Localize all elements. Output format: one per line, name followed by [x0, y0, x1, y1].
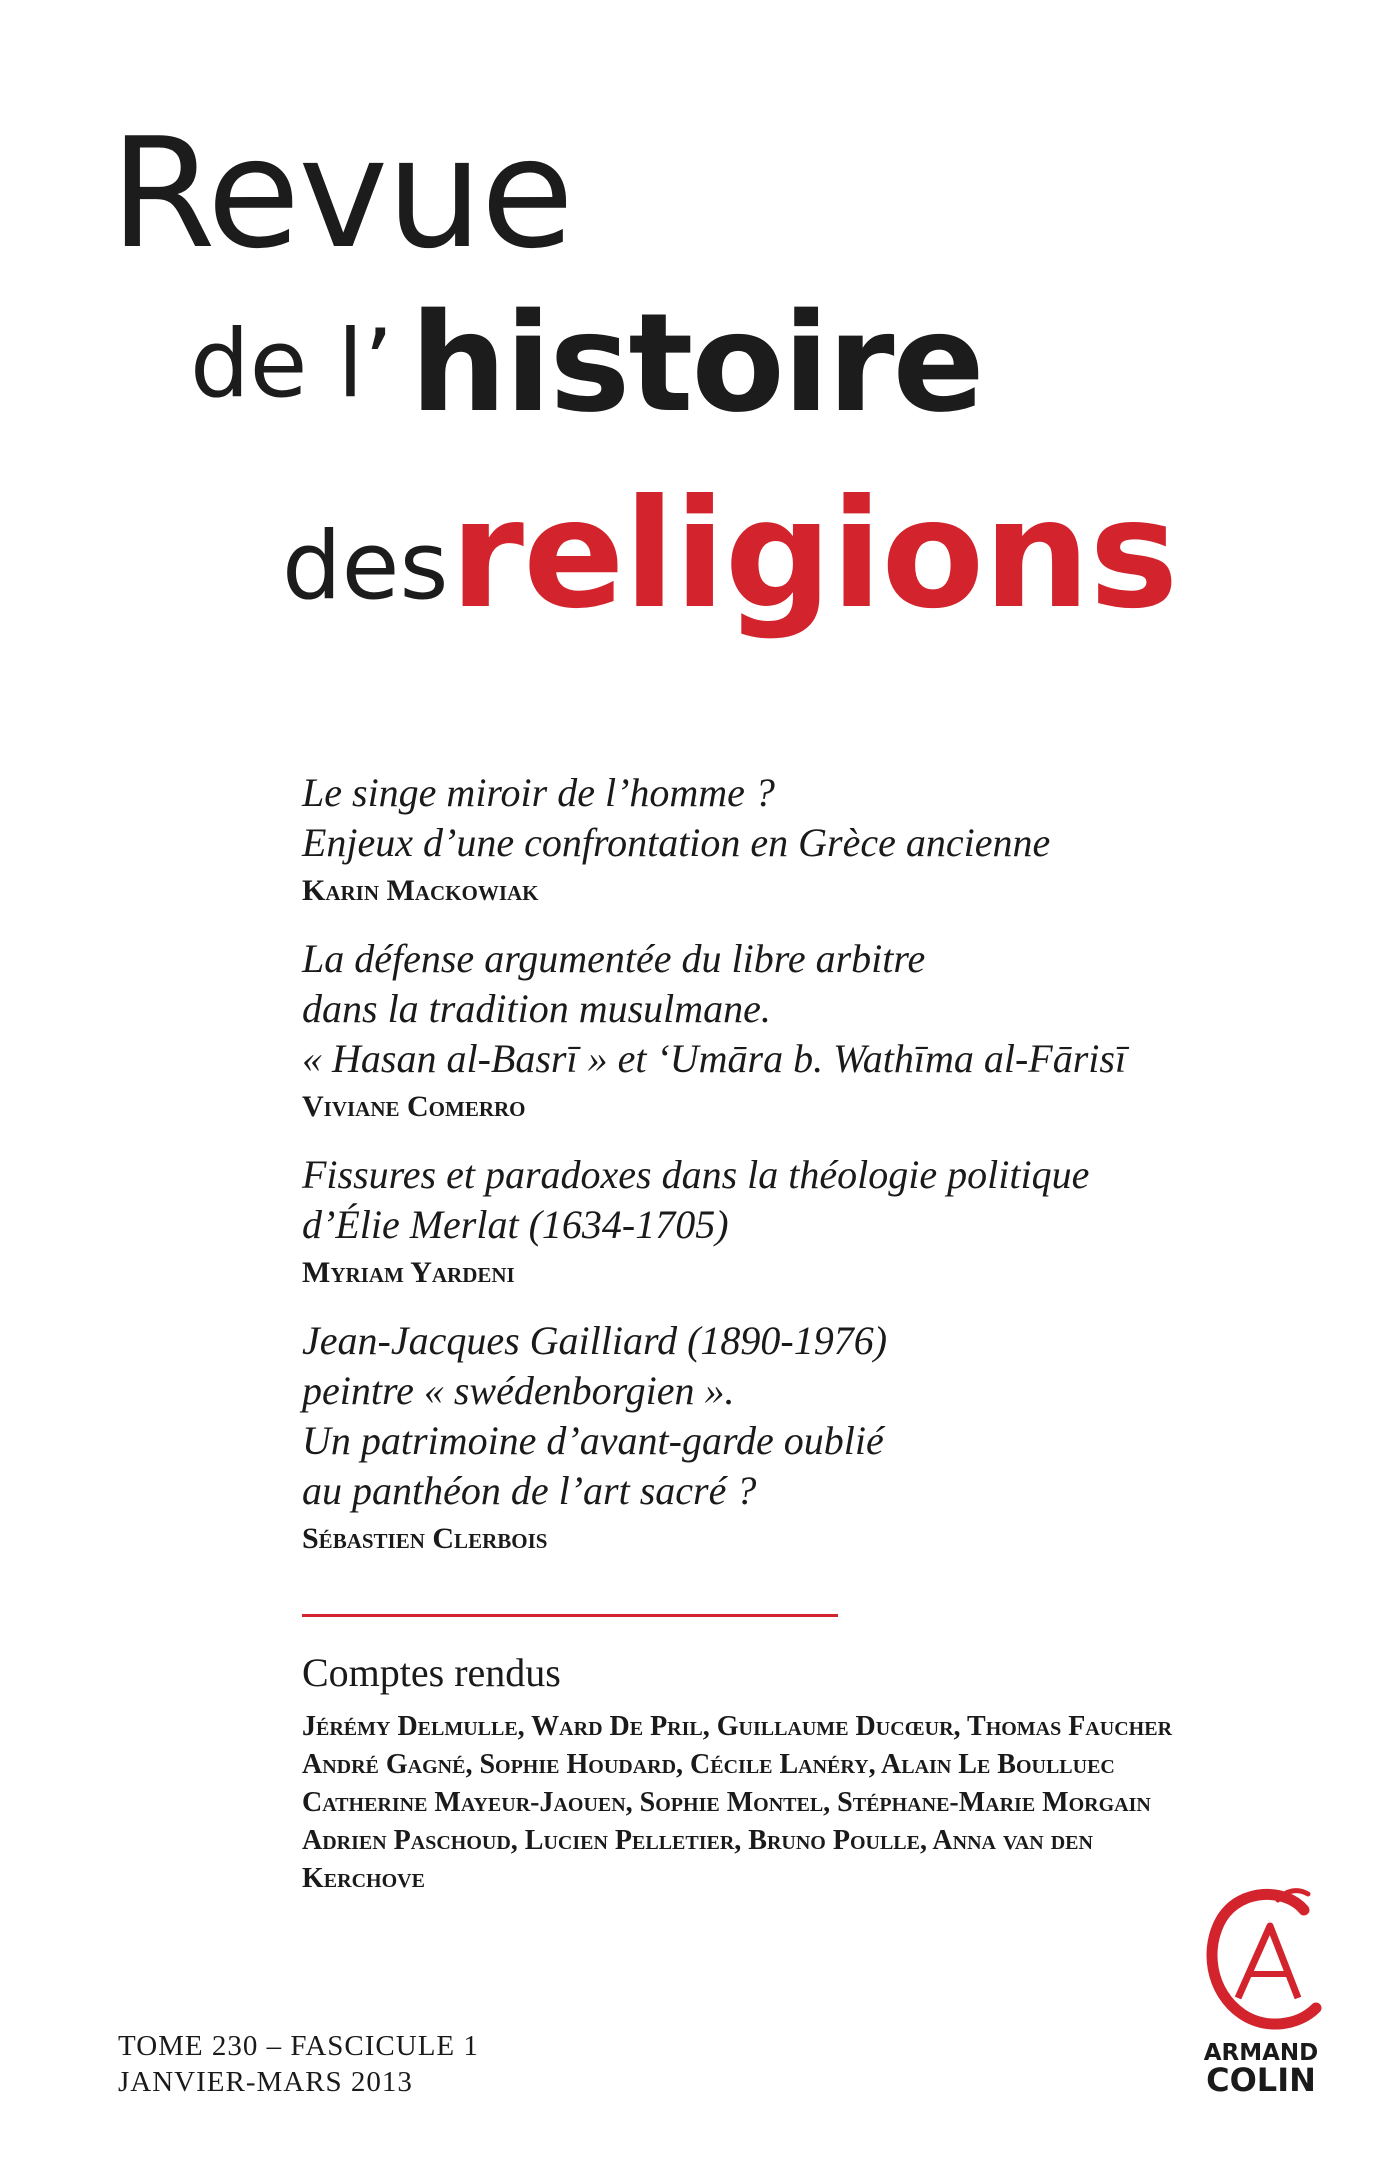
article-entry — [302, 1150, 1302, 1296]
article-title-line: « Hasan al-Basrī » et ‘Umāra b. Wathīma al-Fārisī — [302, 1036, 1127, 1081]
masthead-de-l: de l’ — [190, 310, 394, 419]
publisher-name-line1: ARMAND — [1203, 2040, 1319, 2066]
article-entry — [302, 768, 1302, 914]
reviews-names-line: Catherine Mayeur-Jaouen, Sophie Montel, Stéphane-Marie Morgain — [302, 1787, 1151, 1818]
publisher-name-line2: COLIN — [1206, 2061, 1316, 2099]
reviews-contributors — [302, 1708, 1262, 1898]
article-title-line: La défense argumentée du libre arbitre — [302, 936, 926, 981]
article-title-line: Jean-Jacques Gailliard (1890-1976) — [302, 1318, 888, 1363]
issue-date: JANVIER-MARS 2013 — [118, 2066, 413, 2098]
article-author: Sébastien Clerbois — [302, 1522, 548, 1555]
article-author: Karin Mackowiak — [302, 874, 539, 907]
masthead-revue: Revue — [110, 105, 573, 282]
table-of-contents — [302, 768, 1302, 1582]
armand-colin-monogram-icon — [1186, 1880, 1336, 2040]
article-author: Viviane Comerro — [302, 1090, 526, 1123]
reviews-names-line: Kerchove — [302, 1863, 425, 1894]
issue-volume: TOME 230 – FASCICULE 1 — [118, 2030, 479, 2062]
reviews-names-line: André Gagné, Sophie Houdard, Cécile Lanéry, Alain Le Boulluec — [302, 1749, 1115, 1780]
article-author: Myriam Yardeni — [302, 1256, 515, 1289]
article-title-line: Fissures et paradoxes dans la théologie politique — [302, 1152, 1090, 1197]
section-divider — [302, 1614, 838, 1617]
article-entry — [302, 1316, 1302, 1562]
publisher-logo — [1186, 1880, 1336, 2110]
reviews-names-line: Adrien Paschoud, Lucien Pelletier, Bruno Poulle, Anna van den — [302, 1825, 1093, 1856]
article-title — [302, 934, 1302, 1084]
article-title-line: Le singe miroir de l’homme ? — [302, 770, 775, 815]
article-title-line: au panthéon de l’art sacré ? — [302, 1468, 757, 1513]
reviews-heading: Comptes rendus — [302, 1650, 561, 1695]
reviews-names-line: Jérémy Delmulle, Ward De Pril, Guillaume Ducœur, Thomas Faucher — [302, 1711, 1173, 1742]
article-title-line: peintre « swédenborgien ». — [302, 1368, 735, 1413]
article-title-line: d’Élie Merlat (1634-1705) — [302, 1202, 729, 1247]
masthead-religions: religions — [450, 468, 1178, 642]
masthead-histoire: histoire — [410, 285, 983, 443]
article-title — [302, 1316, 1302, 1516]
article-entry — [302, 934, 1302, 1130]
issue-info — [118, 2028, 479, 2100]
article-title-line: Enjeux d’une confrontation en Grèce ancienne — [302, 820, 1051, 865]
article-title — [302, 1150, 1302, 1250]
article-title-line: Un patrimoine d’avant-garde oublié — [302, 1418, 884, 1463]
article-title — [302, 768, 1302, 868]
article-title-line: dans la tradition musulmane. — [302, 986, 771, 1031]
masthead-des: des — [282, 512, 449, 621]
